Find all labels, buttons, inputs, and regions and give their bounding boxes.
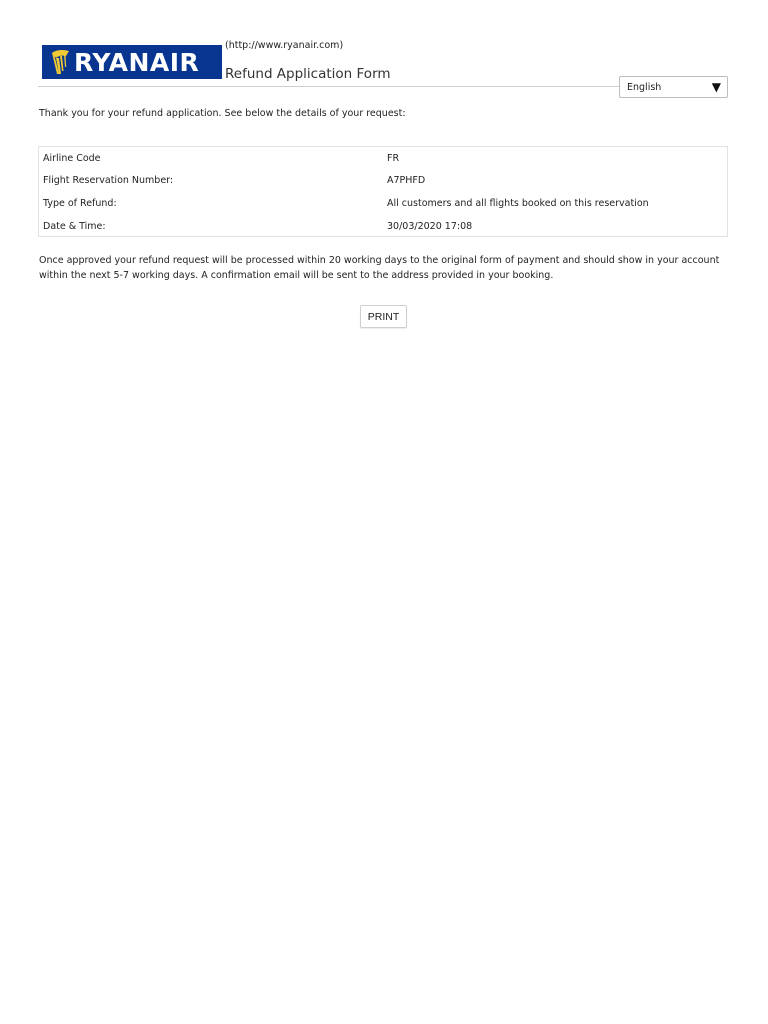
caret-down-icon: ▼ [711,80,721,94]
detail-label: Type of Refund: [43,197,117,209]
detail-value: All customers and all flights booked on this reservation [387,197,649,209]
processing-note: Once approved your refund request will be processed within 20 working days to the original form of payment and should show in your account within the next 5-7 working days. A confirmation email will be sent to the address provided in your booking. [39,255,720,281]
refund-details-table [38,146,728,237]
detail-row-refund-type [39,192,727,214]
detail-value: FR [387,152,400,164]
site-link[interactable]: (http://www.ryanair.com) [225,40,344,51]
detail-value: A7PHFD [387,174,426,186]
detail-label: Flight Reservation Number: [43,174,174,186]
page-title: Refund Application Form [225,66,391,82]
print-button[interactable]: PRINT [360,305,407,328]
logo-wordmark: RYANAIR [74,47,200,77]
detail-label: Date & Time: [43,220,106,232]
detail-value: 30/03/2020 17:08 [387,220,473,232]
language-selected-value: English [627,81,662,93]
harp-icon [49,47,71,77]
detail-row-reservation-number [39,169,727,191]
language-select[interactable] [619,76,728,98]
detail-row-airline-code [39,147,727,169]
detail-label: Airline Code [43,152,101,164]
ryanair-logo[interactable] [42,45,222,79]
intro-text: Thank you for your refund application. See below the details of your request: [39,108,406,119]
detail-row-date-time [39,215,727,237]
